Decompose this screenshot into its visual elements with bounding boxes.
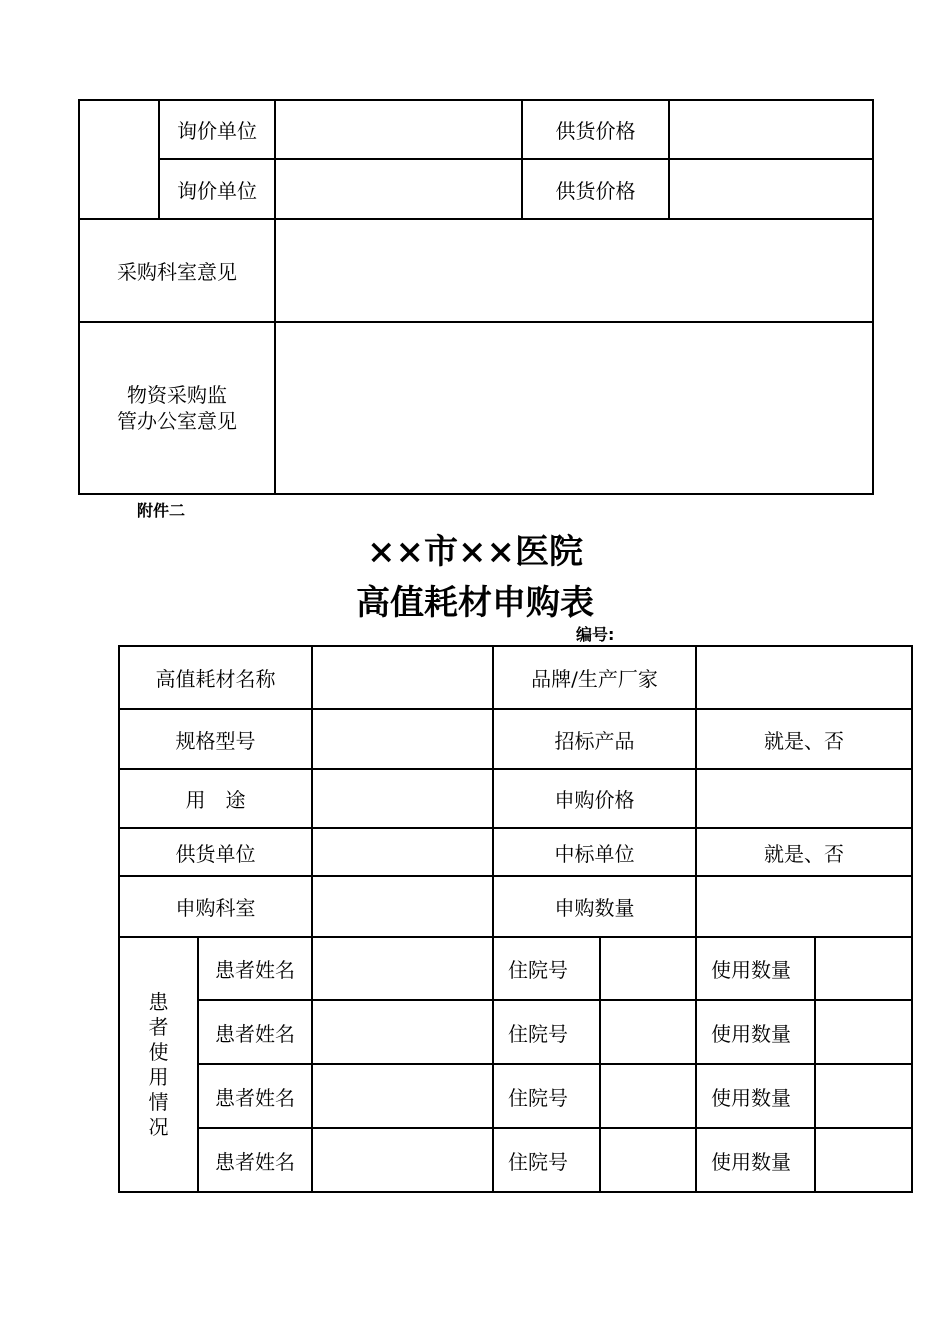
winning-bidder-value[interactable]: 就是、否 [696,828,912,876]
usage-quantity-value[interactable] [815,937,912,1000]
supervision-label-line1: 物资采购监 [127,383,227,407]
supervision-office-opinion-label [79,322,275,494]
inpatient-no-value[interactable] [600,1128,696,1192]
serial-number-label: 编号: [576,625,615,644]
annex-label: 附件二 [137,501,186,520]
usage-quantity-value[interactable] [815,1064,912,1128]
usage-quantity-label: 使用数量 [696,937,815,1000]
inquiry-unit-label: 询价单位 [159,159,275,219]
vertical-char: 用 [148,1064,169,1089]
patient-usage-section-label [119,937,198,1192]
usage-quantity-label: 使用数量 [696,1064,815,1128]
purchase-request-form [118,645,913,1193]
bid-product-label: 招标产品 [493,709,696,769]
usage-quantity-label: 使用数量 [696,1000,815,1064]
vertical-char: 情 [148,1089,169,1114]
inpatient-no-label: 住院号 [493,937,600,1000]
inquiry-table [78,99,874,495]
inpatient-no-value[interactable] [600,1000,696,1064]
patient-name-label: 患者姓名 [198,1000,312,1064]
request-price-value[interactable] [696,769,912,828]
request-quantity-value[interactable] [696,876,912,937]
supplier-value[interactable] [312,828,493,876]
request-dept-value[interactable] [312,876,493,937]
brand-manufacturer-label: 品牌/生产厂家 [493,646,696,709]
patient-name-value[interactable] [312,1064,493,1128]
request-dept-label: 申购科室 [119,876,312,937]
usage-quantity-label: 使用数量 [696,1128,815,1192]
inquiry-unit-value[interactable] [275,159,522,219]
spec-model-value[interactable] [312,709,493,769]
page-title-hospital: ××市××医院 [367,532,583,572]
supply-price-label: 供货价格 [522,159,669,219]
blank-merged-cell [79,100,159,219]
patient-name-label: 患者姓名 [198,937,312,1000]
material-name-value[interactable] [312,646,493,709]
usage-label: 用 途 [119,769,312,828]
bid-product-value[interactable]: 就是、否 [696,709,912,769]
patient-name-value[interactable] [312,937,493,1000]
patient-name-label: 患者姓名 [198,1128,312,1192]
inpatient-no-label: 住院号 [493,1064,600,1128]
usage-value[interactable] [312,769,493,828]
supply-price-label: 供货价格 [522,100,669,159]
procurement-dept-opinion-value[interactable] [275,219,873,322]
usage-quantity-value[interactable] [815,1000,912,1064]
patient-name-label: 患者姓名 [198,1064,312,1128]
inquiry-unit-value[interactable] [275,100,522,159]
vertical-char: 者 [148,1014,169,1039]
material-name-label: 高值耗材名称 [119,646,312,709]
procurement-dept-opinion-label: 采购科室意见 [79,219,275,322]
request-price-label: 申购价格 [493,769,696,828]
vertical-char: 患 [148,989,169,1014]
spec-model-label: 规格型号 [119,709,312,769]
brand-manufacturer-value[interactable] [696,646,912,709]
supply-price-value[interactable] [669,100,873,159]
request-quantity-label: 申购数量 [493,876,696,937]
patient-name-value[interactable] [312,1128,493,1192]
inpatient-no-label: 住院号 [493,1000,600,1064]
page-title-form: 高值耗材申购表 [356,583,594,623]
vertical-char: 况 [148,1114,169,1139]
vertical-char: 使 [148,1039,169,1064]
winning-bidder-label: 中标单位 [493,828,696,876]
supply-price-value[interactable] [669,159,873,219]
patient-name-value[interactable] [312,1000,493,1064]
supervision-label-line2: 管办公室意见 [117,409,237,433]
inpatient-no-label: 住院号 [493,1128,600,1192]
inpatient-no-value[interactable] [600,937,696,1000]
usage-quantity-value[interactable] [815,1128,912,1192]
supplier-label: 供货单位 [119,828,312,876]
supervision-office-opinion-value[interactable] [275,322,873,494]
inpatient-no-value[interactable] [600,1064,696,1128]
inquiry-unit-label: 询价单位 [159,100,275,159]
